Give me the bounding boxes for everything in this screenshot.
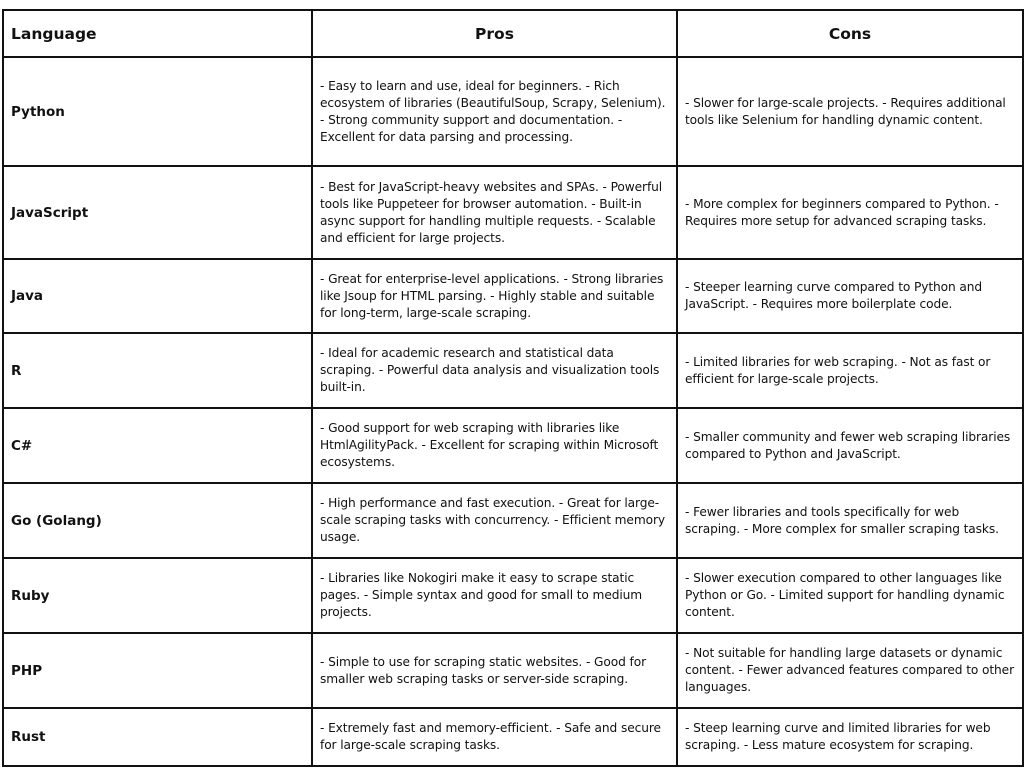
cons-cell: - Smaller community and fewer web scraping libraries compared to Python and JavaScript.: [677, 408, 1023, 483]
language-cell: Go (Golang): [3, 483, 312, 558]
cons-cell: - Slower for large-scale projects. - Requires additional tools like Selenium for handling dynamic content.: [677, 57, 1023, 166]
table-row-csharp: [3, 408, 1023, 483]
pros-cell: - Best for JavaScript-heavy websites and SPAs. - Powerful tools like Puppeteer for browser automation. - Built-in async support for handling multiple requests. - Scalable and efficient for large projects.: [312, 166, 677, 259]
table-row-ruby: [3, 558, 1023, 633]
header-cons: Cons: [677, 10, 1023, 57]
comparison-table: [2, 9, 1024, 767]
table-row-go: [3, 483, 1023, 558]
language-cell: PHP: [3, 633, 312, 708]
header-language: Language: [3, 10, 312, 57]
pros-cell: - Simple to use for scraping static websites. - Good for smaller web scraping tasks or server-side scraping.: [312, 633, 677, 708]
table-row-javascript: [3, 166, 1023, 259]
cons-cell: - Steep learning curve and limited libraries for web scraping. - Less mature ecosystem for scraping.: [677, 708, 1023, 766]
cons-cell: - Slower execution compared to other languages like Python or Go. - Limited support for handling dynamic content.: [677, 558, 1023, 633]
pros-cell: - Easy to learn and use, ideal for beginners. - Rich ecosystem of libraries (BeautifulSoup, Scrapy, Selenium). - Strong community support and documentation. - Excellent for data parsing and processing.: [312, 57, 677, 166]
cons-cell: - Fewer libraries and tools specifically for web scraping. - More complex for smaller scraping tasks.: [677, 483, 1023, 558]
cons-cell: - Steeper learning curve compared to Python and JavaScript. - Requires more boilerplate code.: [677, 259, 1023, 333]
language-cell: Ruby: [3, 558, 312, 633]
cons-cell: - Limited libraries for web scraping. - Not as fast or efficient for large-scale projects.: [677, 333, 1023, 408]
pros-cell: - Good support for web scraping with libraries like HtmlAgilityPack. - Excellent for scraping within Microsoft ecosystems.: [312, 408, 677, 483]
header-pros: Pros: [312, 10, 677, 57]
table-header-row: [3, 10, 1023, 57]
language-cell: Rust: [3, 708, 312, 766]
cons-cell: - Not suitable for handling large datasets or dynamic content. - Fewer advanced features compared to other languages.: [677, 633, 1023, 708]
cons-cell: - More complex for beginners compared to Python. - Requires more setup for advanced scraping tasks.: [677, 166, 1023, 259]
pros-cell: - Great for enterprise-level applications. - Strong libraries like Jsoup for HTML parsing. - Highly stable and suitable for long-term, large-scale scraping.: [312, 259, 677, 333]
pros-cell: - High performance and fast execution. - Great for large-scale scraping tasks with concurrency. - Efficient memory usage.: [312, 483, 677, 558]
table-row-r: [3, 333, 1023, 408]
table-row-python: [3, 57, 1023, 166]
language-cell: C#: [3, 408, 312, 483]
language-cell: Java: [3, 259, 312, 333]
pros-cell: - Extremely fast and memory-efficient. - Safe and secure for large-scale scraping tasks.: [312, 708, 677, 766]
table-row-rust: [3, 708, 1023, 766]
table-row-php: [3, 633, 1023, 708]
language-cell: Python: [3, 57, 312, 166]
pros-cell: - Ideal for academic research and statistical data scraping. - Powerful data analysis and visualization tools built-in.: [312, 333, 677, 408]
language-cell: R: [3, 333, 312, 408]
language-cell: JavaScript: [3, 166, 312, 259]
pros-cell: - Libraries like Nokogiri make it easy to scrape static pages. - Simple syntax and good for small to medium projects.: [312, 558, 677, 633]
table-row-java: [3, 259, 1023, 333]
